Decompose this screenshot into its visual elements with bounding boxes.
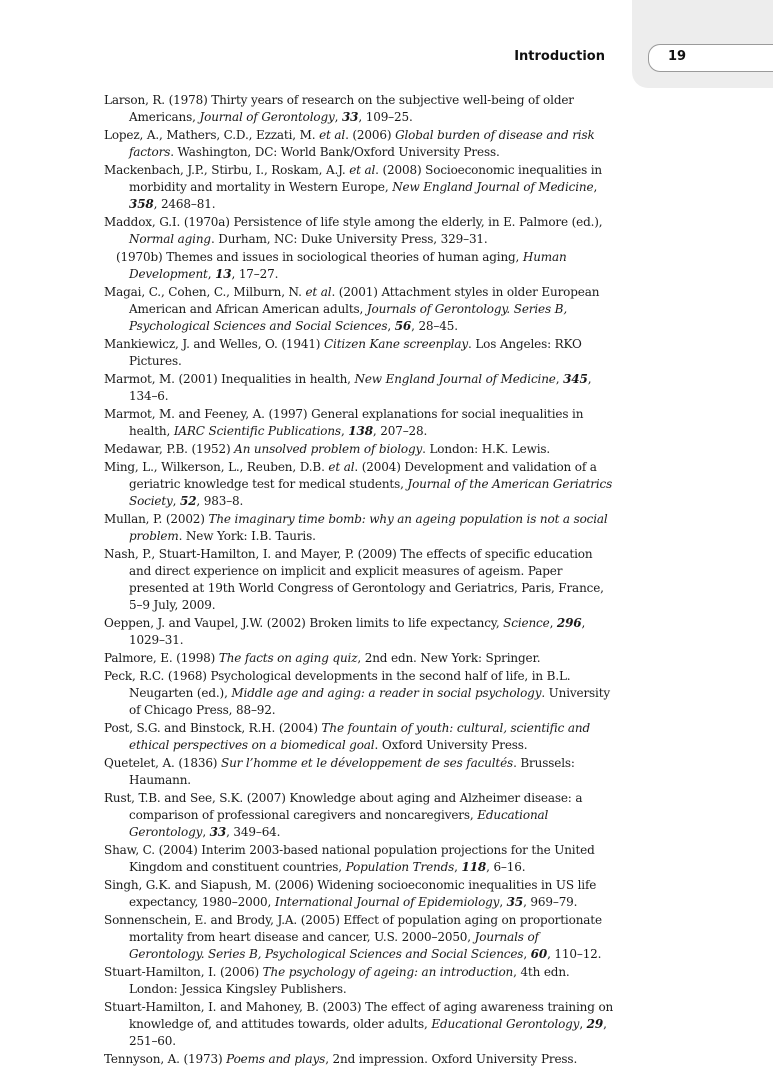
reference-text: . University of Chicago Press, 88–92.: [129, 686, 611, 717]
reference-text: . Los Angeles: RKO Pictures.: [129, 337, 582, 368]
reference-text: . Oxford University Press.: [374, 738, 528, 752]
reference-text: IARC Scientific Publications: [173, 424, 341, 438]
reference-text: 56: [394, 319, 412, 333]
reference-text: Journal of the American Geriatrics Society: [129, 477, 613, 508]
reference-entry: [104, 127, 614, 161]
reference-text: Peck, R.C. (1968) Psychological developments in the second half of life, in B.L. Neugarten (ed.),: [104, 669, 571, 700]
reference-text: , 109–25.: [358, 110, 413, 124]
reference-text: Human Development: [129, 250, 567, 281]
running-header-title: Introduction: [514, 49, 605, 64]
reference-text: Journals of Gerontology. Series B, Psychological Sciences and Social Sciences: [129, 302, 568, 333]
reference-text: The fountain of youth: cultural, scientific and ethical perspectives on a biomedical goal: [129, 721, 591, 752]
reference-entry: [104, 284, 614, 335]
reference-text: . Washington, DC: World Bank/Oxford University Press.: [170, 145, 500, 159]
reference-entry: [104, 668, 614, 719]
reference-text: International Journal of Epidemiology: [274, 895, 500, 909]
reference-entry: [104, 912, 614, 963]
reference-text: . Brussels: Haumann.: [129, 756, 575, 787]
reference-text: Nash, P., Stuart-Hamilton, I. and Mayer, P. (2009) The effects of specific education and direct experience on implicit and explicit measures of ageism. Paper presented at 19th World Congress of Gerontology and Geriatrics, Paris, France, 5–9 July, 2009.: [104, 547, 604, 612]
reference-text: Science: [503, 616, 550, 630]
reference-text: . Durham, NC: Duke University Press, 329–31.: [210, 232, 488, 246]
reference-text: 138: [348, 424, 373, 438]
reference-text: et al: [349, 163, 376, 177]
reference-text: ,: [549, 616, 557, 630]
reference-text: , 969–79.: [523, 895, 578, 909]
reference-text: Sur l’homme et le développement de ses facultés: [221, 756, 514, 770]
reference-text: , 110–12.: [547, 947, 602, 961]
reference-text: Magai, C., Cohen, C., Milburn, N.: [104, 285, 306, 299]
reference-text: 35: [506, 895, 524, 909]
reference-text: . (2001) Attachment styles in older European American and African American adults,: [129, 285, 600, 316]
reference-text: Palmore, E. (1998): [104, 651, 219, 665]
reference-text: . London: H.K. Lewis.: [422, 442, 551, 456]
reference-entry: [104, 214, 614, 248]
reference-entry: [104, 842, 614, 876]
reference-text: ,: [334, 110, 342, 124]
reference-text: Sonnenschein, E. and Brody, J.A. (2005) Effect of population aging on proportionate mortality from heart disease and cancer, U.S. 2000–2050,: [104, 913, 602, 944]
reference-entry: [104, 964, 614, 998]
reference-text: ,: [593, 180, 598, 194]
reference-text: Maddox, G.I. (1970a) Persistence of life style among the elderly, in E. Palmore (ed.),: [104, 215, 603, 229]
reference-text: , 4th edn. London: Jessica Kingsley Publishers.: [129, 965, 570, 996]
reference-text: Post, S.G. and Binstock, R.H. (2004): [104, 721, 322, 735]
reference-list: [104, 92, 614, 1069]
reference-text: Tennyson, A. (1973): [104, 1052, 227, 1066]
reference-text: Oeppen, J. and Vaupel, J.W. (2002) Broken limits to life expectancy,: [104, 616, 504, 630]
reference-text: , 349–64.: [226, 825, 281, 839]
reference-text: , 2nd impression. Oxford University Press.: [325, 1052, 578, 1066]
reference-text: ,: [387, 319, 395, 333]
reference-text: Ming, L., Wilkerson, L., Reuben, D.B.: [104, 460, 329, 474]
reference-entry: [104, 755, 614, 789]
reference-text: Journals of Gerontology. Series B, Psychological Sciences and Social Sciences: [129, 930, 539, 961]
reference-text: Marmot, M. (2001) Inequalities in health,: [104, 372, 355, 386]
reference-entry: [104, 615, 614, 649]
reference-text: ,: [499, 895, 507, 909]
reference-text: ,: [207, 267, 216, 281]
reference-text: ,: [340, 424, 349, 438]
reference-text: ,: [172, 494, 181, 508]
reference-entry: [104, 790, 614, 841]
reference-text: 33: [341, 110, 359, 124]
reference-text: 358: [129, 197, 154, 211]
reference-text: Journal of Gerontology: [199, 110, 335, 124]
reference-text: , 2nd edn. New York: Springer.: [357, 651, 541, 665]
reference-text: 345: [563, 372, 588, 386]
reference-entry: [104, 999, 614, 1050]
reference-text: ,: [523, 947, 531, 961]
reference-text: Middle age and aging: a reader in social psychology: [231, 686, 542, 700]
reference-text: . (2004) Development and validation of a geriatric knowledge test for medical students,: [129, 460, 597, 491]
reference-text: . New York: I.B. Tauris.: [178, 529, 316, 543]
reference-text: , 6–16.: [486, 860, 526, 874]
reference-text: . (2006): [345, 128, 396, 142]
reference-text: , 251–60.: [129, 1017, 607, 1048]
reference-entry: [104, 877, 614, 911]
reference-entry: [104, 1051, 614, 1068]
reference-text: , 2468–81.: [153, 197, 216, 211]
reference-text: Stuart-Hamilton, I. and Mahoney, B. (2003) The effect of aging awareness training on knowledge of, and attitudes towards, older adults,: [104, 1000, 614, 1031]
reference-text: Medawar, P.B. (1952): [104, 442, 235, 456]
reference-entry: [104, 650, 614, 667]
reference-text: 118: [461, 860, 487, 874]
reference-entry: [104, 459, 614, 510]
reference-text: , 17–27.: [231, 267, 279, 281]
reference-text: ,: [579, 1017, 587, 1031]
reference-text: et al: [319, 128, 346, 142]
reference-text: Educational Gerontology: [129, 808, 549, 839]
reference-text: ,: [454, 860, 462, 874]
reference-text: , 28–45.: [411, 319, 458, 333]
reference-text: et al: [328, 460, 355, 474]
reference-entry: [104, 162, 614, 213]
reference-text: Mackenbach, J.P., Stirbu, I., Roskam, A.J.: [104, 163, 350, 177]
reference-entry: [104, 371, 614, 405]
reference-text: Mankiewicz, J. and Welles, O. (1941): [104, 337, 325, 351]
reference-entry: [104, 406, 614, 440]
reference-text: Marmot, M. and Feeney, A. (1997) General explanations for social inequalities in health,: [104, 407, 584, 438]
reference-text: 33: [209, 825, 227, 839]
reference-text: Poems and plays: [226, 1052, 326, 1066]
reference-text: 29: [586, 1017, 604, 1031]
reference-text: Stuart-Hamilton, I. (2006): [104, 965, 263, 979]
reference-text: et al: [305, 285, 332, 299]
reference-text: , 207–28.: [372, 424, 428, 438]
reference-text: 52: [180, 494, 197, 508]
reference-entry: [104, 92, 614, 126]
reference-text: Citizen Kane screenplay: [324, 337, 468, 351]
reference-entry: [104, 546, 614, 614]
reference-text: , 134–6.: [129, 372, 592, 403]
reference-text: Global burden of disease and risk factors: [129, 128, 595, 159]
reference-text: Educational Gerontology: [431, 1017, 580, 1031]
reference-entry: [104, 720, 614, 754]
reference-text: Singh, G.K. and Siapush, M. (2006) Widening socioeconomic inequalities in US life expectancy, 1980–2000,: [104, 878, 597, 909]
reference-text: Quetelet, A. (1836): [104, 756, 221, 770]
reference-text: Larson, R. (1978) Thirty years of research on the subjective well-being of older Americans,: [104, 93, 574, 124]
reference-text: Shaw, C. (2004) Interim 2003-based national population projections for the United Kingdom and constituent countries,: [104, 843, 595, 874]
reference-text: Mullan, P. (2002): [104, 512, 209, 526]
reference-entry: [104, 336, 614, 370]
reference-text: Population Trends: [345, 860, 455, 874]
reference-text: . (2008) Socioeconomic inequalities in morbidity and mortality in Western Europe,: [129, 163, 603, 194]
reference-text: ,: [555, 372, 564, 386]
reference-text: , 1029–31.: [129, 616, 586, 647]
reference-entry: [104, 511, 614, 545]
reference-text: The psychology of ageing: an introduction: [262, 965, 514, 979]
reference-text: 296: [556, 616, 582, 630]
reference-text: Lopez, A., Mathers, C.D., Ezzati, M.: [104, 128, 320, 142]
reference-text: New England Journal of Medicine: [354, 372, 556, 386]
page-number-tab: [648, 44, 773, 72]
reference-text: New England Journal of Medicine: [392, 180, 594, 194]
reference-text: 60: [530, 947, 548, 961]
reference-text: The imaginary time bomb: why an ageing population is not a social problem: [129, 512, 608, 543]
reference-text: ,: [202, 825, 210, 839]
reference-entry: [104, 249, 614, 283]
reference-text: Rust, T.B. and See, S.K. (2007) Knowledge about aging and Alzheimer disease: a comparison of professional caregivers and noncaregivers,: [104, 791, 583, 822]
reference-text: (1970b) Themes and issues in sociological theories of human aging,: [116, 250, 523, 264]
reference-text: Normal aging: [129, 232, 211, 246]
page-number: 19: [668, 49, 687, 64]
reference-text: An unsolved problem of biology: [234, 442, 423, 456]
reference-entry: [104, 441, 614, 458]
reference-text: The facts on aging quiz: [218, 651, 358, 665]
reference-text: 13: [215, 267, 232, 281]
reference-text: , 983–8.: [196, 494, 244, 508]
